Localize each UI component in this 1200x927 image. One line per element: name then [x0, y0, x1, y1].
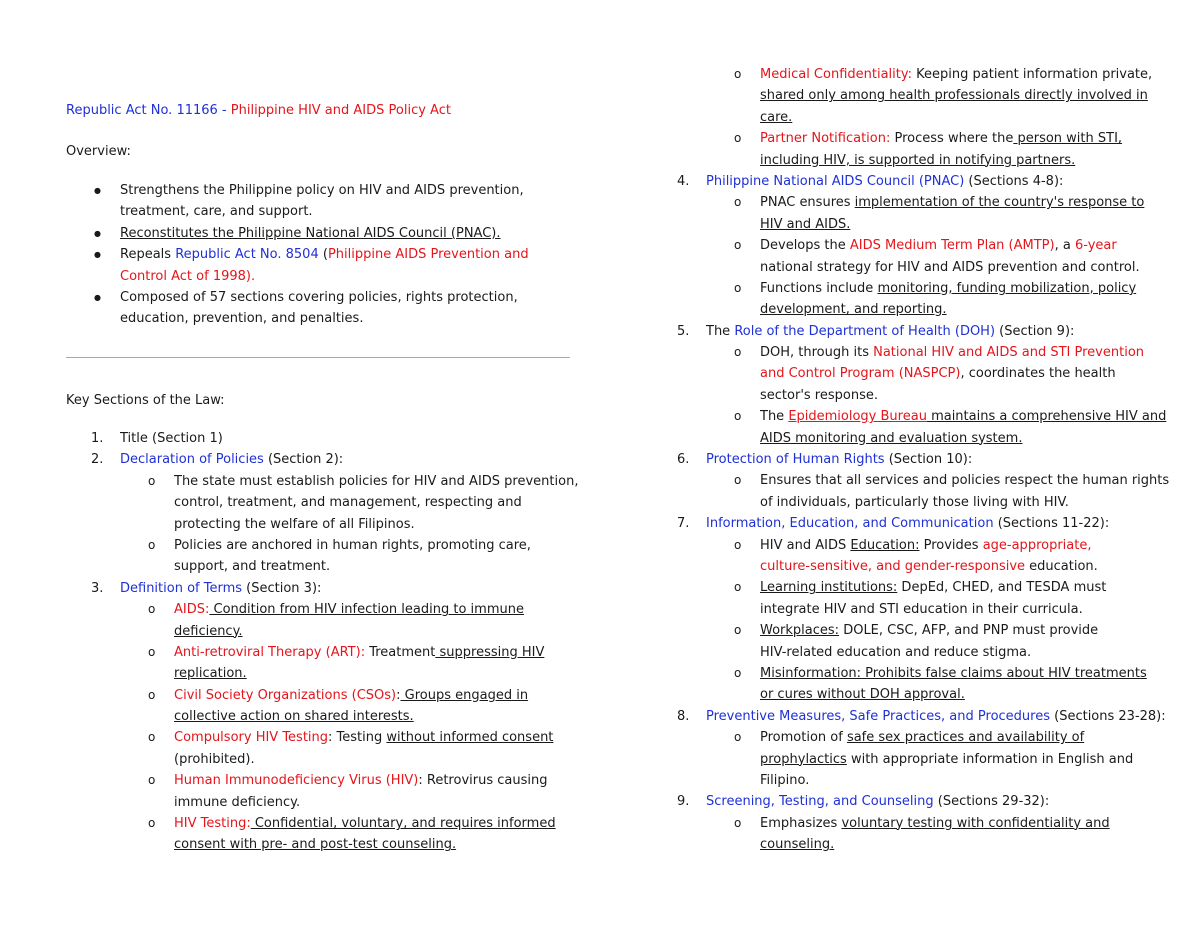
- section-number: 5.: [677, 323, 690, 339]
- section-item: [652, 171, 1169, 192]
- plan-duration: 6-year: [1074, 238, 1117, 254]
- section-ref: (Sections 4-8):: [964, 173, 1064, 189]
- text: :: [396, 687, 401, 703]
- sub-item: o Ensures that all services and policies respect the human rights: [652, 470, 1169, 491]
- sub-item-cont: HIV and AIDS.: [760, 216, 851, 232]
- section-item: [652, 791, 1169, 812]
- title-act-number: Republic Act No. 11166 -: [66, 103, 231, 118]
- text: , a: [1054, 238, 1075, 254]
- underlined-text: Reconstitutes the Philippine National AIDS Council (PNAC).: [120, 225, 501, 241]
- section-text: Title (Section 1): [120, 431, 223, 446]
- sub-item-cont: Filipino.: [760, 772, 810, 788]
- underlined-text: Misinformation:: [760, 665, 862, 681]
- sub-item-cont: collective action on shared interests.: [174, 709, 414, 725]
- text: Emphasizes: [760, 815, 842, 831]
- section-ref: (Section 10):: [884, 452, 973, 468]
- text: HIV and AIDS: [760, 537, 851, 553]
- sub-item-cont: counseling.: [760, 837, 835, 853]
- section-item: [652, 321, 1169, 342]
- section-name: Preventive Measures, Safe Practices, and Procedures: [706, 708, 1050, 724]
- section-number: 4.: [677, 173, 690, 189]
- term: Medical Confidentiality:: [760, 67, 913, 82]
- sub-item-cont: protecting the welfare of all Filipinos.: [174, 516, 415, 532]
- sub-item-cont: control, treatment, and management, respecting and: [174, 495, 522, 511]
- underlined-text: voluntary testing with confidentiality and: [841, 815, 1110, 831]
- sub-item: [66, 685, 578, 706]
- section-number: 8.: [677, 708, 690, 724]
- section-name: Information, Education, and Communication: [706, 516, 994, 532]
- section-number: 9.: [677, 794, 690, 810]
- text: Treatment: [365, 644, 436, 660]
- sub-item: [652, 342, 1169, 363]
- text: The: [706, 323, 735, 339]
- section-item: [66, 449, 578, 470]
- right-list: [652, 64, 1169, 855]
- text: Develops the: [760, 238, 850, 254]
- term: Civil Society Organizations (CSOs): [174, 687, 397, 703]
- section-name: Philippine National AIDS Council (PNAC): [706, 173, 965, 189]
- sub-item-cont: [652, 556, 1169, 577]
- list-item: [66, 244, 529, 265]
- term: Partner Notification:: [760, 131, 891, 147]
- sub-item-cont: care.: [760, 109, 793, 125]
- sub-item-cont: integrate HIV and STI education in their curricula.: [760, 601, 1083, 617]
- sub-item-cont: support, and treatment.: [174, 559, 331, 575]
- text: DOH, through its: [760, 345, 874, 361]
- list-item: ● Strengthens the Philippine policy on HIV and AIDS prevention,: [66, 180, 529, 201]
- sub-item: [66, 813, 578, 834]
- key-sections-label: Key Sections of the Law:: [66, 393, 225, 408]
- underlined-text: Prohibits false claims about HIV treatments: [861, 665, 1147, 681]
- sub-item-cont: (prohibited).: [174, 751, 255, 767]
- text: with appropriate information in English and: [846, 751, 1134, 767]
- text: (: [318, 247, 328, 263]
- key-sections-list: [66, 428, 578, 856]
- section-name: Protection of Human Rights: [706, 452, 885, 468]
- section-item: [66, 578, 578, 599]
- sub-item: [652, 577, 1169, 598]
- sub-item-cont: of individuals, particularly those living with HIV.: [760, 494, 1069, 510]
- sub-item: [652, 663, 1169, 684]
- sub-item-cont: consent with pre- and post-test counseling.: [174, 837, 457, 853]
- section-name: Screening, Testing, and Counseling: [706, 794, 934, 810]
- sub-item: [652, 813, 1169, 834]
- sub-item-cont: replication.: [174, 666, 247, 682]
- text: The: [760, 409, 789, 425]
- sub-item-cont: sector's response.: [760, 387, 878, 403]
- underlined-text: implementation of the country's response to: [854, 195, 1145, 211]
- section-ref: (Section 2):: [263, 452, 344, 468]
- term: AIDS:: [174, 602, 210, 618]
- term: Anti-retroviral Therapy (ART):: [174, 644, 366, 660]
- definition: suppressing HIV: [435, 644, 545, 660]
- section-name: Declaration of Policies: [120, 452, 264, 468]
- sub-item-cont: [652, 363, 1169, 384]
- sub-item: [652, 727, 1169, 748]
- definition: Condition from HIV infection leading to immune: [209, 602, 524, 618]
- sub-item: [66, 770, 578, 791]
- bureau-name: Epidemiology Bureau: [788, 409, 927, 425]
- plan-name: AIDS Medium Term Plan (AMTP): [849, 238, 1055, 254]
- title-act-name: Philippine HIV and AIDS Policy Act: [230, 103, 451, 118]
- text: PNAC ensures: [760, 195, 855, 211]
- definition: Groups engaged in: [400, 687, 529, 703]
- key-sections-heading: [66, 390, 225, 411]
- highlight-text: age-appropriate,: [982, 537, 1092, 553]
- sub-item-cont: AIDS monitoring and evaluation system.: [760, 430, 1023, 446]
- sub-item: [652, 406, 1169, 427]
- sub-item-cont: HIV-related education and reduce stigma.: [760, 644, 1032, 660]
- sub-item: [652, 620, 1169, 641]
- sub-item-cont: shared only among health professionals directly involved in: [760, 88, 1148, 104]
- section-name: Role of the Department of Health (DOH): [734, 323, 996, 339]
- section-item: [652, 449, 1169, 470]
- sub-item: o Policies are anchored in human rights, promoting care,: [66, 535, 578, 556]
- section-number: 6.: [677, 452, 690, 468]
- overview-heading: [66, 141, 131, 162]
- sub-item: [652, 128, 1169, 149]
- section-ref: (Section 9):: [995, 323, 1075, 339]
- sub-item: [652, 64, 1169, 85]
- text: Repeals: [120, 247, 176, 263]
- text: Functions include: [760, 280, 878, 296]
- underlined-text: safe sex practices and availability of: [846, 730, 1085, 746]
- underlined-text: Workplaces:: [760, 623, 840, 639]
- section-number: 7.: [677, 516, 690, 532]
- underlined-text: Learning institutions:: [760, 580, 898, 596]
- underlined-text: maintains a comprehensive HIV and: [926, 409, 1167, 425]
- sub-item: [652, 192, 1169, 213]
- sub-item-cont: national strategy for HIV and AIDS prevention and control.: [760, 259, 1140, 275]
- text: Provides: [919, 537, 983, 553]
- text: : Retrovirus causing: [418, 773, 548, 789]
- sub-item-cont: deficiency.: [174, 623, 243, 639]
- definition: without informed consent: [386, 730, 554, 746]
- section-ref: (Sections 11-22):: [993, 516, 1110, 532]
- section-number: 3.: [91, 580, 104, 596]
- text: Process where the: [890, 131, 1014, 147]
- section-ref: (Sections 23-28):: [1050, 708, 1166, 724]
- sub-item: [66, 727, 578, 748]
- sub-item-cont: including HIV, is supported in notifying partners.: [760, 152, 1076, 168]
- list-item-cont: treatment, care, and support.: [120, 204, 313, 220]
- section-item: [652, 706, 1169, 727]
- list-item: [66, 223, 529, 244]
- list-item: ● Composed of 57 sections covering policies, rights protection,: [66, 287, 529, 308]
- sub-item-cont: immune deficiency.: [174, 794, 301, 810]
- text: DepEd, CHED, and TESDA must: [897, 580, 1107, 596]
- sub-item: [66, 642, 578, 663]
- definition: person with STI,: [1013, 131, 1123, 147]
- act-reference: Republic Act No. 8504: [175, 247, 319, 263]
- underlined-text: prophylactics: [760, 751, 847, 767]
- overview-list: [66, 180, 529, 330]
- act-name: Philippine AIDS Prevention and: [327, 247, 529, 263]
- text: Promotion of: [760, 730, 847, 746]
- sub-item: [652, 278, 1169, 299]
- sub-item: [652, 235, 1169, 256]
- sub-item: [66, 599, 578, 620]
- text: Keeping patient information private,: [912, 67, 1153, 82]
- section-number: 2.: [91, 452, 104, 468]
- section-item: [652, 513, 1169, 534]
- program-name: and Control Program (NASPCP): [760, 366, 961, 382]
- sub-item: o The state must establish policies for HIV and AIDS prevention,: [66, 471, 578, 492]
- document-title: [66, 100, 451, 121]
- section-name: Definition of Terms: [120, 580, 243, 596]
- sub-item-cont: development, and reporting.: [760, 302, 947, 318]
- highlight-text: culture-sensitive, and gender-responsive: [760, 558, 1026, 574]
- sub-item-cont: or cures without DOH approval.: [760, 687, 965, 703]
- text: education.: [1025, 558, 1098, 574]
- sub-item: [652, 535, 1169, 556]
- section-item: [66, 428, 578, 449]
- overview-label: Overview:: [66, 144, 131, 159]
- section-divider: [66, 357, 570, 358]
- text: DOLE, CSC, AFP, and PNP must provide: [839, 623, 1099, 639]
- text: , coordinates the health: [960, 366, 1116, 382]
- list-item-cont: education, prevention, and penalties.: [120, 311, 364, 327]
- underlined-text: monitoring, funding mobilization, policy: [877, 280, 1137, 296]
- program-name: National HIV and AIDS and STI Prevention: [873, 345, 1145, 361]
- list-item-cont: Control Act of 1998).: [120, 268, 256, 284]
- section-ref: (Sections 29-32):: [933, 794, 1050, 810]
- section-number: 1.: [91, 431, 104, 446]
- section-ref: (Section 3):: [242, 580, 322, 596]
- sub-item-cont: [652, 749, 1169, 770]
- term: HIV Testing:: [174, 816, 251, 832]
- term: Compulsory HIV Testing: [174, 730, 329, 746]
- underlined-text: Education:: [850, 537, 920, 553]
- term: Human Immunodeficiency Virus (HIV): [174, 773, 419, 789]
- text: : Testing: [328, 730, 387, 746]
- definition: Confidential, voluntary, and requires informed: [250, 816, 556, 832]
